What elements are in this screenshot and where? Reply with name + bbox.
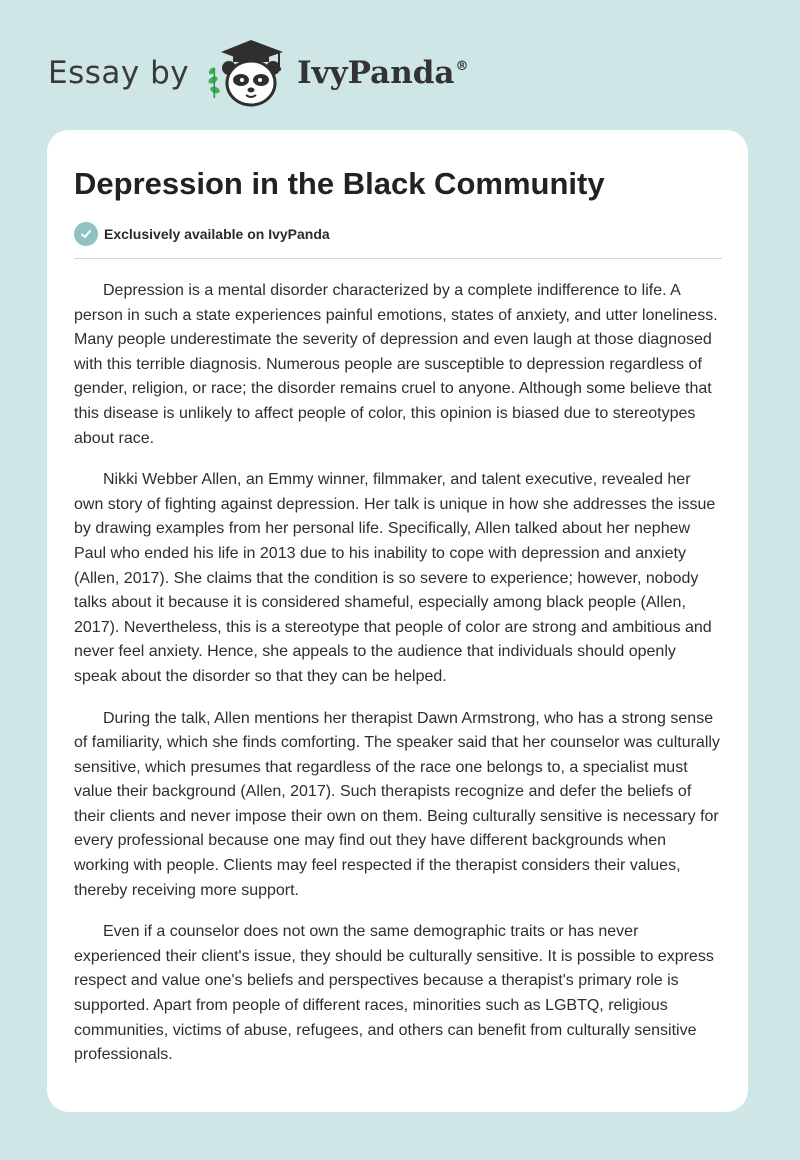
exclusive-label: Exclusively available on IvyPanda [104, 226, 330, 242]
brand-name: IvyPanda® [297, 55, 469, 91]
divider [74, 258, 722, 259]
paragraph-3: During the talk, Allen mentions her therapist Dawn Armstrong, who has a strong sense of familiarity, which she finds comforting. The speaker said that her counselor was culturally sensitive, which presumes that regardless of the race one belongs to, a specialist must value their background (Allen, 2017). Such therapists recognize and defer the beliefs of their clients and never impose their own on them. Being culturally sensitive is necessary for every professional because one may find out they have different backgrounds when working with people. Clients may feel respected if the therapist considers their values, thereby receiving more support. [74, 709, 720, 899]
essay-card [47, 130, 748, 1112]
trademark-symbol: ® [455, 59, 469, 74]
paragraph-4: Even if a counselor does not own the same demographic traits or has never experienced their client's issue, they should be culturally sensitive. It is possible to express respect and value one's beliefs and perspectives because a therapist's primary role is supported. Apart from people of different races, minorities such as LGBTQ, religious communities, victims of abuse, refugees, and others can benefit from culturally sensitive professionals. [74, 923, 714, 1064]
panda-logo-icon [203, 38, 291, 108]
site-header [48, 38, 469, 108]
essay-by-label: Essay by [48, 55, 190, 91]
essay-title: Depression in the Black Community [74, 166, 605, 201]
paragraph-2: Nikki Webber Allen, an Emmy winner, filmmaker, and talent executive, revealed her own story of fighting against depression. Her talk is unique in how she addresses the issue by drawing examples from her personal life. Specifically, Allen talked about her nephew Paul who ended his life in 2013 due to his inability to cope with depression and anxiety (Allen, 2017). She claims that the condition is so severe to experience; however, nobody talks about it because it is considered shameful, especially among black people (Allen, 2017). Nevertheless, this is a stereotype that people of color are strong and ambitious and never feel anxiety. Hence, she appeals to the audience that individuals should openly speak about the disorder so that they can be helped. [74, 471, 716, 685]
check-icon [74, 222, 98, 246]
exclusive-badge [74, 220, 722, 248]
paragraph-1: Depression is a mental disorder characterized by a complete indifference to life. A person in such a state experiences painful emotions, states of anxiety, and utter loneliness. Many people underestimate the severity of depression and even laugh at those diagnosed with this terrible diagnosis. Numerous people are susceptible to depression regardless of gender, religion, or race; the disorder remains cruel to anyone. Although some believe that this disease is unlikely to affect people of color, this opinion is biased due to stereotypes about race. [74, 282, 718, 447]
